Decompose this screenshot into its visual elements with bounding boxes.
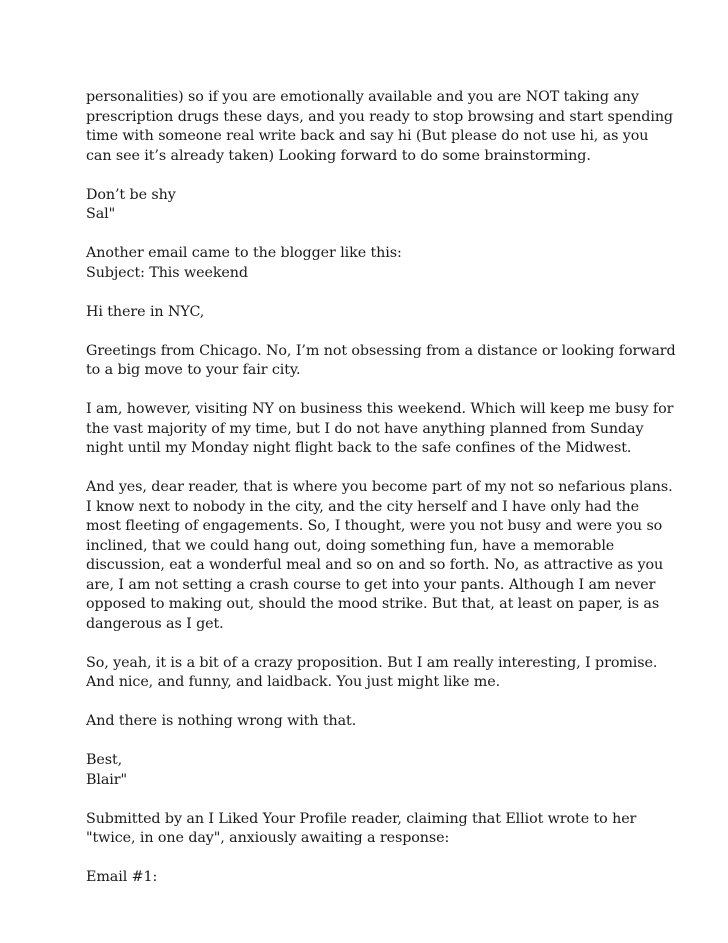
text-line: Greetings from Chicago. No, I’m not obsessing from a distance or looking forward: [86, 342, 676, 359]
text-line: Subject: This weekend: [86, 264, 248, 281]
paragraph: [86, 88, 673, 166]
text-line: prescription drugs these days, and you ready to stop browsing and start spending: [86, 108, 673, 125]
paragraph: [86, 342, 676, 381]
text-line: time with someone real write back and say hi (But please do not use hi, as you: [86, 128, 649, 144]
paragraph: [86, 244, 666, 283]
text-line: And there is nothing wrong with that.: [86, 713, 357, 729]
text-line: most fleeting of engagements. So, I thought, were you not busy and were you so: [86, 518, 663, 534]
text-line: I am, however, visiting NY on business this weekend. Which will keep me busy for: [86, 401, 674, 417]
text-line: Don’t be shy: [86, 186, 176, 203]
text-line: inclined, that we could hang out, doing something fun, have a memorable: [86, 537, 615, 554]
text-line: So, yeah, it is a bit of a crazy proposition. But I am really interesting, I promise.: [86, 654, 658, 671]
paragraph: [86, 751, 666, 790]
text-line: Blair": [86, 771, 127, 788]
text-line: And nice, and funny, and laidback. You just might like me.: [86, 674, 501, 690]
text-line: Submitted by an I Liked Your Profile reader, claiming that Elliot wrote to her: [86, 810, 637, 827]
paragraph: [86, 868, 666, 888]
text-line: Sal": [86, 206, 116, 222]
text-line: are, I am not setting a crash course to get into your pants. Although I am never: [86, 576, 656, 593]
text-line: discussion, eat a wonderful meal and so on and so forth. No, as attractive as you: [86, 557, 664, 573]
paragraph: [86, 303, 666, 323]
document-page: [86, 88, 676, 907]
text-line: to a big move to your fair city.: [86, 362, 301, 378]
text-line: dangerous as I get.: [86, 615, 224, 632]
text-line: personalities) so if you are emotionally available and you are NOT taking any: [86, 89, 639, 105]
paragraph: [86, 712, 666, 732]
text-line: the vast majority of my time, but I do not have anything planned from Sunday: [86, 420, 644, 437]
text-line: Hi there in NYC,: [86, 303, 205, 320]
text-line: opposed to making out, should the mood strike. But that, at least on paper, is as: [86, 596, 660, 612]
paragraph: [86, 186, 666, 225]
text-line: "twice, in one day", anxiously awaiting a response:: [86, 830, 450, 846]
text-line: I know next to nobody in the city, and the city herself and I have only had the: [86, 498, 640, 515]
paragraph: [86, 400, 674, 459]
text-line: And yes, dear reader, that is where you become part of my not so nefarious plans.: [86, 479, 673, 495]
text-line: Best,: [86, 752, 123, 768]
text-line: Another email came to the blogger like this:: [86, 245, 402, 261]
text-line: can see it’s already taken) Looking forward to do some brainstorming.: [86, 147, 591, 164]
text-line: night until my Monday night flight back to the safe confines of the Midwest.: [86, 440, 632, 456]
paragraph: [86, 810, 666, 849]
paragraph: [86, 478, 673, 634]
text-line: Email #1:: [86, 869, 158, 885]
paragraph: [86, 654, 666, 693]
